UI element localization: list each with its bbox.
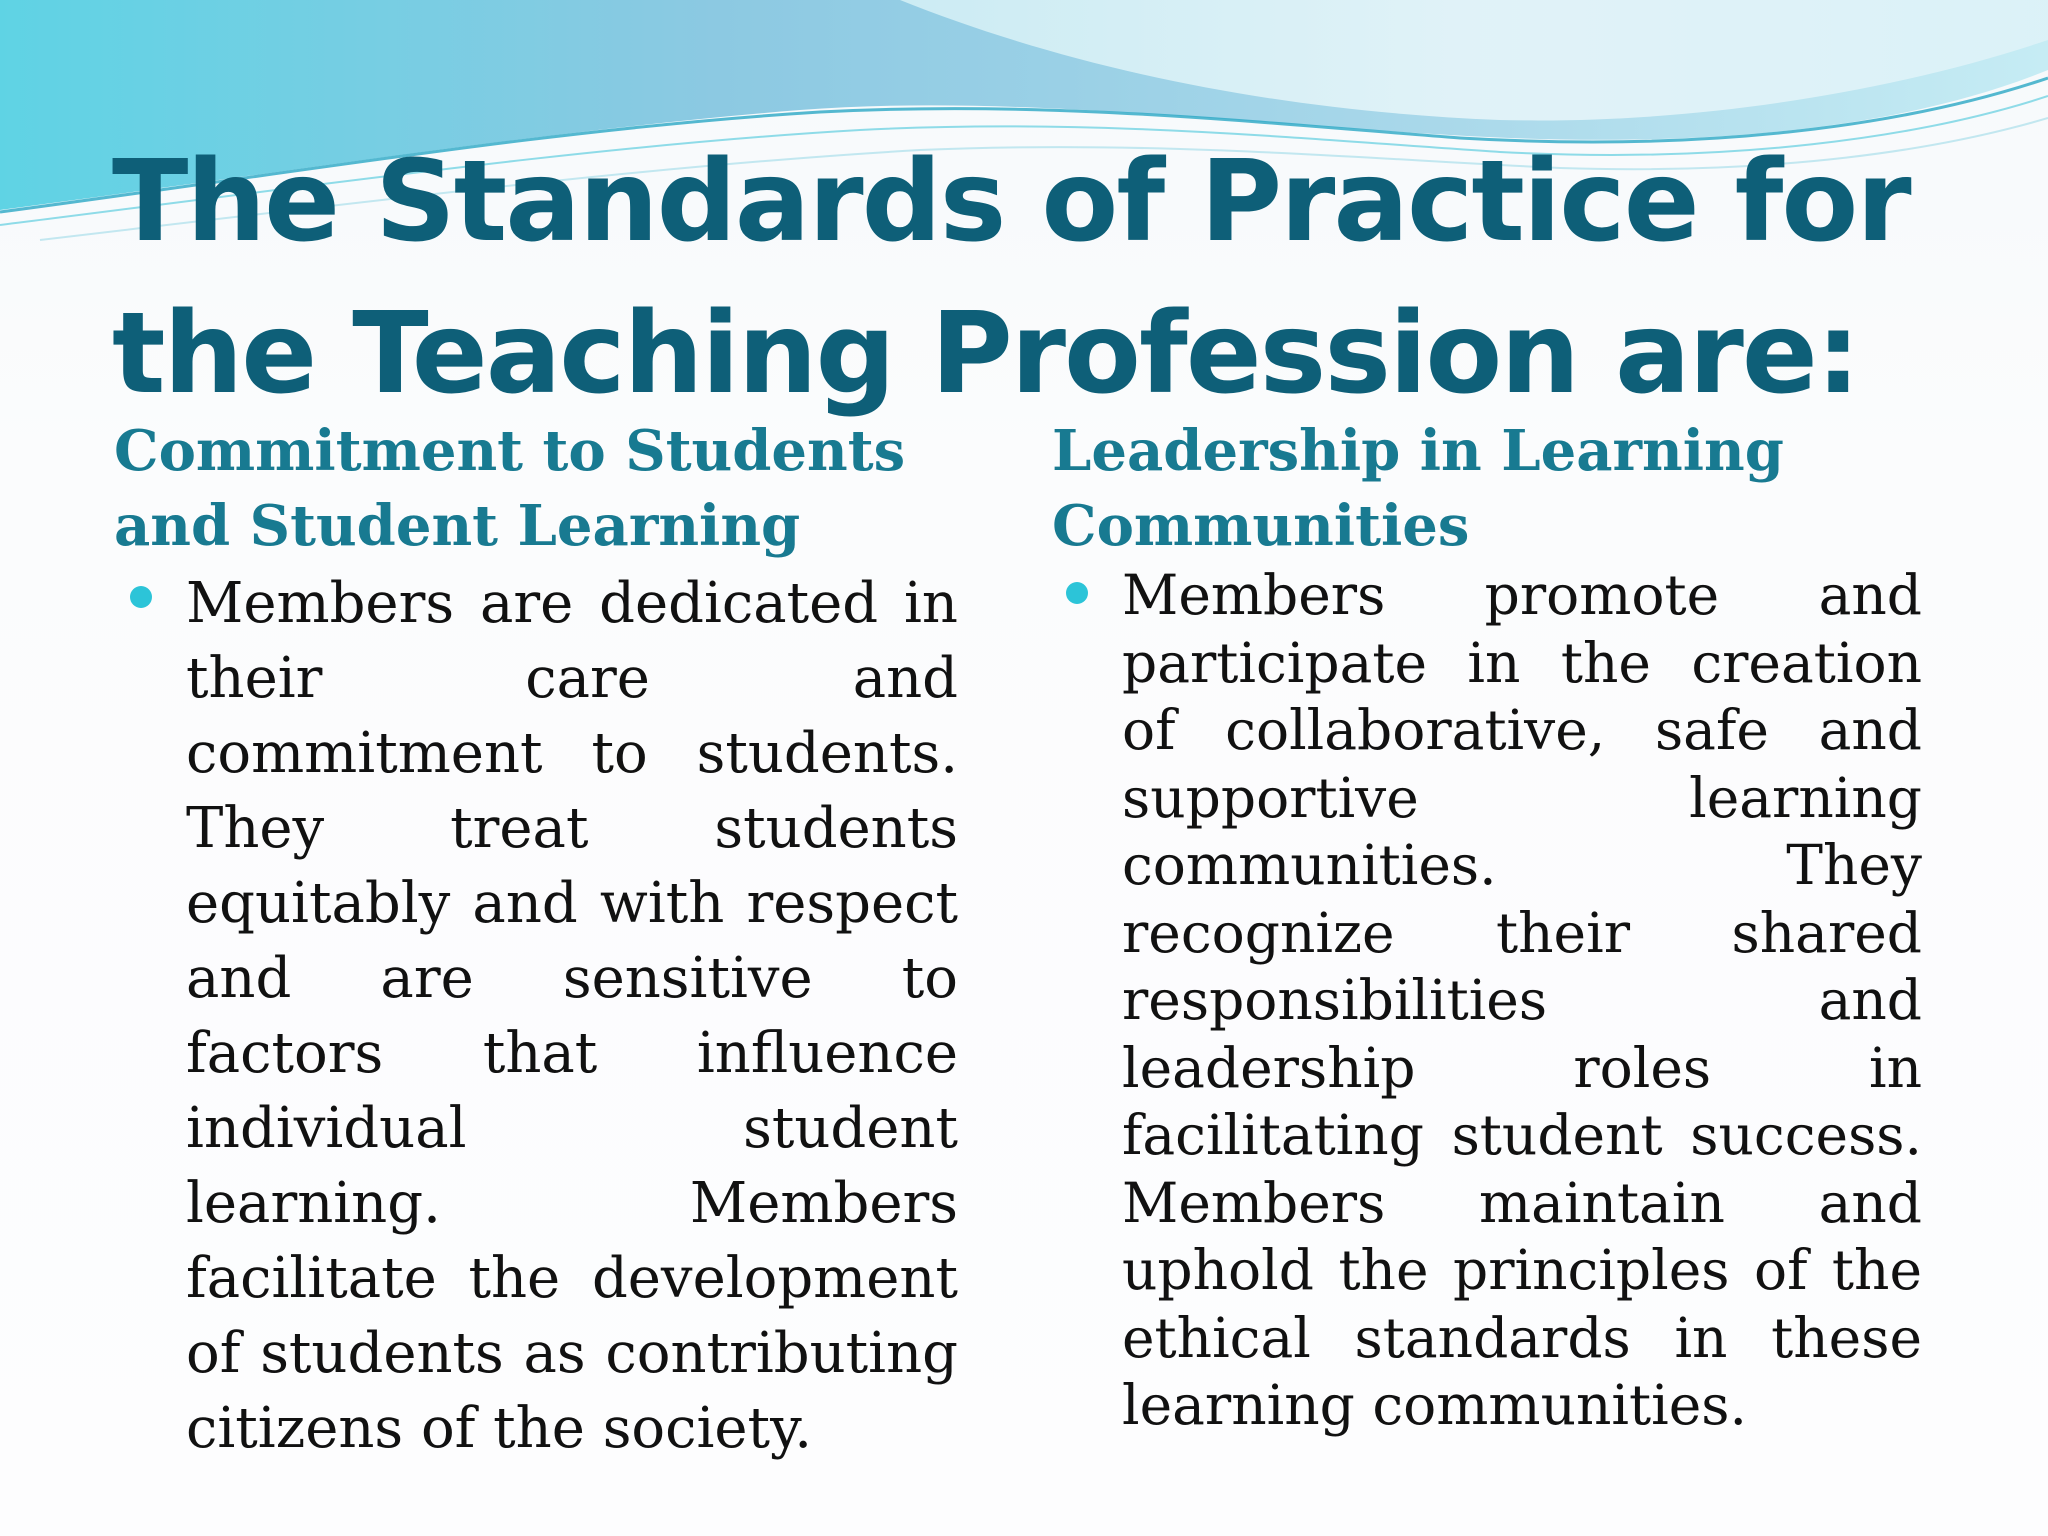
column-1-body: Members are dedicated in their care and commitment to students. They treat students equitably and with respect and are sensitive to factors that influence individual student learning. Members facilitate the development of students as contributing citizens of the society. — [186, 571, 958, 1461]
slide-title: The Standards of Practice for the Teaching Profession are: — [112, 137, 1910, 419]
bullet-dot-icon — [130, 586, 152, 608]
column-2-body: Members promote and participate in the creation of collaborative, safe and supportive learning communities. They recognize their shared responsibilities and leadership roles in facilitating student success. Members maintain and uphold the principles of the ethical standards in these learning communities. — [1122, 563, 1922, 1437]
column-2-heading: Leadership in Learning Communities — [1052, 418, 1784, 559]
column-1-bullet — [130, 566, 960, 1466]
column-1-heading: Commitment to Students and Student Learning — [114, 418, 906, 559]
column-2-bullet — [1066, 562, 1936, 1440]
bullet-dot-icon — [1066, 582, 1088, 604]
